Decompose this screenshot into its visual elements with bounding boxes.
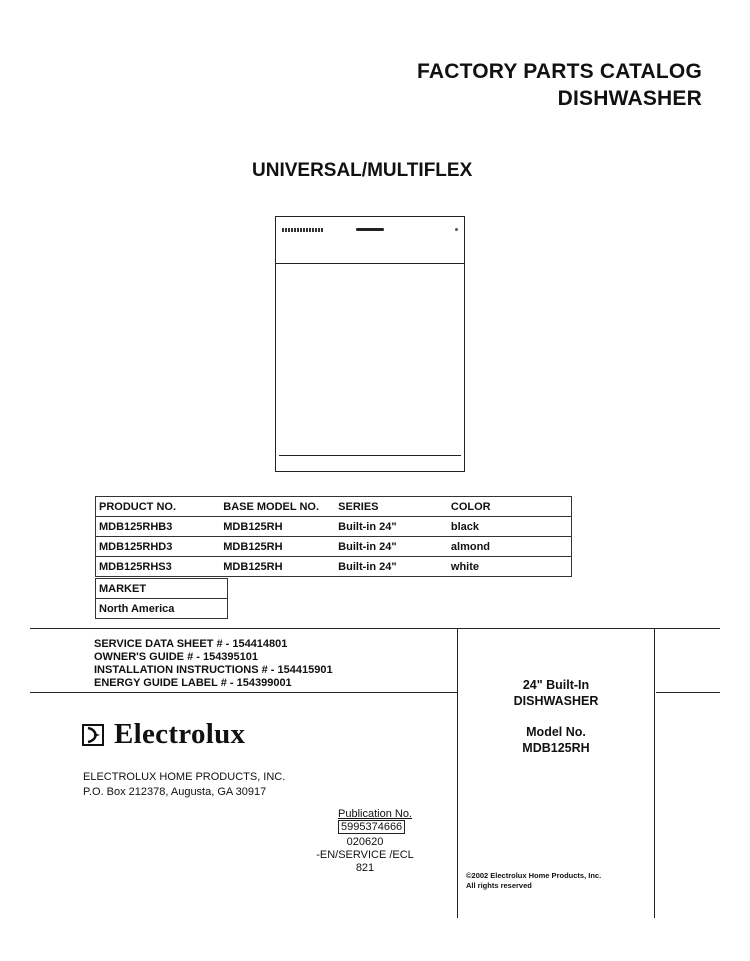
cell-series: Built-in 24" [335,557,448,577]
publication-label: Publication No. [338,808,412,820]
market-value: North America [96,599,228,619]
electrolux-logo-icon [82,724,104,746]
company-name: ELECTROLUX HOME PRODUCTS, INC. [83,771,286,783]
table-row [96,537,572,557]
header-color: COLOR [448,497,572,517]
rights-reserved: All rights reserved [466,881,532,890]
table-header-row [96,497,572,517]
installation-instructions: INSTALLATION INSTRUCTIONS # - 154415901 [94,664,333,676]
cell-base-model: MDB125RH [220,537,335,557]
market-label: MARKET [96,579,228,599]
dishwasher-illustration [275,216,465,472]
company-address: P.O. Box 212378, Augusta, GA 30917 [83,786,267,798]
section-divider [30,628,720,629]
copyright-notice: ©2002 Electrolux Home Products, Inc. [466,871,602,880]
panel-indicator [455,228,458,231]
column-divider [654,628,655,918]
control-panel-line [275,263,465,264]
table-row [96,557,572,577]
table-row [96,517,572,537]
panel-badge [356,228,384,231]
product-line-title: UNIVERSAL/MULTIFLEX [252,160,473,181]
cell-base-model: MDB125RH [220,517,335,537]
publication-code: 020620 [346,836,384,848]
cell-color: almond [448,537,572,557]
cell-series: Built-in 24" [335,537,448,557]
cell-color: black [448,517,572,537]
brand-name: Electrolux [114,718,246,750]
market-table [95,578,228,619]
section-divider [30,692,458,693]
model-label: Model No. [526,725,586,739]
publication-code: 821 [355,862,375,874]
section-divider [656,692,720,693]
header-base-model: BASE MODEL NO. [220,497,335,517]
column-divider [457,628,458,918]
cell-color: white [448,557,572,577]
cell-product-no: MDB125RHS3 [96,557,221,577]
header-product-no: PRODUCT NO. [96,497,221,517]
product-table [95,496,572,577]
owners-guide: OWNER'S GUIDE # - 154395101 [94,651,259,663]
toe-kick-panel [279,455,461,472]
panel-logo-mark [282,228,324,232]
brand-logo [82,718,245,751]
energy-guide-label: ENERGY GUIDE LABEL # - 154399001 [94,677,292,689]
product-size: 24" Built-In [522,678,590,692]
publication-code: -EN/SERVICE /ECL [316,849,414,861]
cell-product-no: MDB125RHD3 [96,537,221,557]
catalog-title: FACTORY PARTS CATALOG [417,60,702,83]
service-data-sheet: SERVICE DATA SHEET # - 154414801 [94,638,288,650]
model-number: MDB125RH [522,741,590,755]
header-series: SERIES [335,497,448,517]
cell-product-no: MDB125RHB3 [96,517,221,537]
publication-number: 5995374666 [338,820,405,834]
cell-series: Built-in 24" [335,517,448,537]
product-type: DISHWASHER [513,694,599,708]
cell-base-model: MDB125RH [220,557,335,577]
catalog-subtitle: DISHWASHER [557,87,702,110]
